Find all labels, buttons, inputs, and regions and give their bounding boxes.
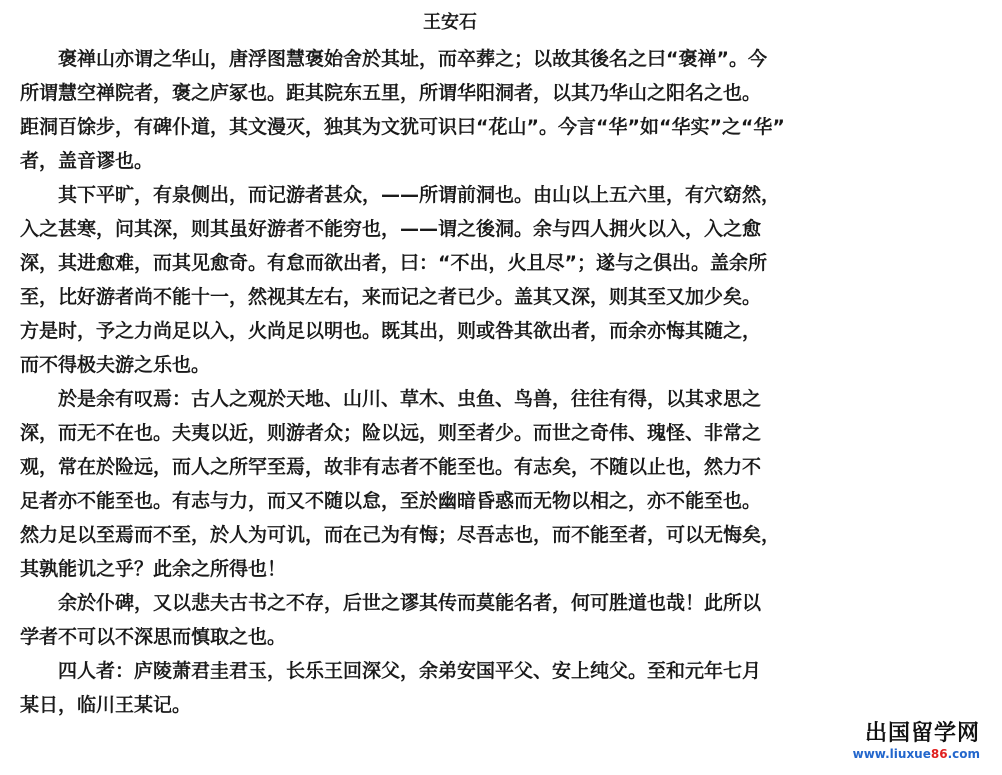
watermark-url-suffix: .com <box>947 747 980 761</box>
paragraph-line: 某日，临川王某记。 <box>20 694 192 716</box>
paragraph-line: 学者不可以不深思而慎取之也。 <box>20 626 287 648</box>
paragraph-line: 其下平旷，有泉侧出，而记游者甚众，——所谓前洞也。由山以上五六里，有穴窈然， <box>58 184 781 206</box>
paragraph-line: 所谓慧空禅院者，褒之庐冢也。距其院东五里，所谓华阳洞者，以其乃华山之阳名之也。 <box>20 82 762 104</box>
paragraph-line: 深，而无不在也。夫夷以近，则游者众；险以远，则至者少。而世之奇伟、瑰怪、非常之 <box>20 422 762 444</box>
paragraph-line: 四人者：庐陵萧君圭君玉，长乐王回深父，余弟安国平父、安上纯父。至和元年七月 <box>58 660 762 682</box>
paragraph-line: 观，常在於险远，而人之所罕至焉，故非有志者不能至也。有志矣，不随以止也，然力不 <box>20 456 762 478</box>
paragraph-line: 其孰能讥之乎？此余之所得也！ <box>20 558 287 580</box>
paragraph <box>20 178 880 382</box>
paragraph-line: 至，比好游者尚不能十一，然视其左右，来而记之者已少。盖其又深，则其至又加少矣。 <box>20 286 762 308</box>
watermark-url <box>853 747 980 761</box>
paragraph-line: 余於仆碑，又以悲夫古书之不存，后世之谬其传而莫能名者，何可胜道也哉！此所以 <box>58 592 762 614</box>
paragraph <box>20 654 880 722</box>
paragraph-line: 然力足以至焉而不至，於人为可讥，而在己为有悔；尽吾志也，而不能至者，可以无悔矣， <box>20 524 781 546</box>
watermark-site-name: 出国留学网 <box>864 721 980 746</box>
paragraph-line: 深，其进愈难，而其见愈奇。有怠而欲出者，曰：“不出，火且尽”；遂与之俱出。盖余所 <box>20 252 767 274</box>
site-watermark <box>853 721 980 761</box>
watermark-url-prefix: www.liuxue <box>852 747 931 761</box>
article-body <box>20 42 880 722</box>
paragraph-line: 於是余有叹焉：古人之观於天地、山川、草木、虫鱼、鸟兽，往往有得，以其求思之 <box>58 388 762 410</box>
article-author-title: 王安石 <box>423 12 477 33</box>
paragraph-line: 者，盖音谬也。 <box>20 150 154 172</box>
paragraph-line: 入之甚寒，问其深，则其虽好游者不能穷也，——谓之後洞。余与四人拥火以入，入之愈 <box>20 218 762 240</box>
paragraph-line: 距洞百馀步，有碑仆道，其文漫灭，独其为文犹可识曰“花山”。今言“华”如“华实”之“华” <box>20 116 785 138</box>
watermark-url-accent: 86 <box>930 747 948 761</box>
paragraph <box>20 382 880 586</box>
paragraph-line: 而不得极夫游之乐也。 <box>20 354 211 376</box>
paragraph-line: 褒禅山亦谓之华山，唐浮图慧褒始舍於其址，而卒葬之；以故其後名之曰“褒禅”。今 <box>58 48 767 70</box>
document <box>20 8 880 722</box>
paragraph <box>20 586 880 654</box>
paragraph-line: 方是时，予之力尚足以入，火尚足以明也。既其出，则或咎其欲出者，而余亦悔其随之， <box>20 320 762 342</box>
paragraph-line: 足者亦不能至也。有志与力，而又不随以怠，至於幽暗昏惑而无物以相之，亦不能至也。 <box>20 490 762 512</box>
paragraph <box>20 42 880 178</box>
